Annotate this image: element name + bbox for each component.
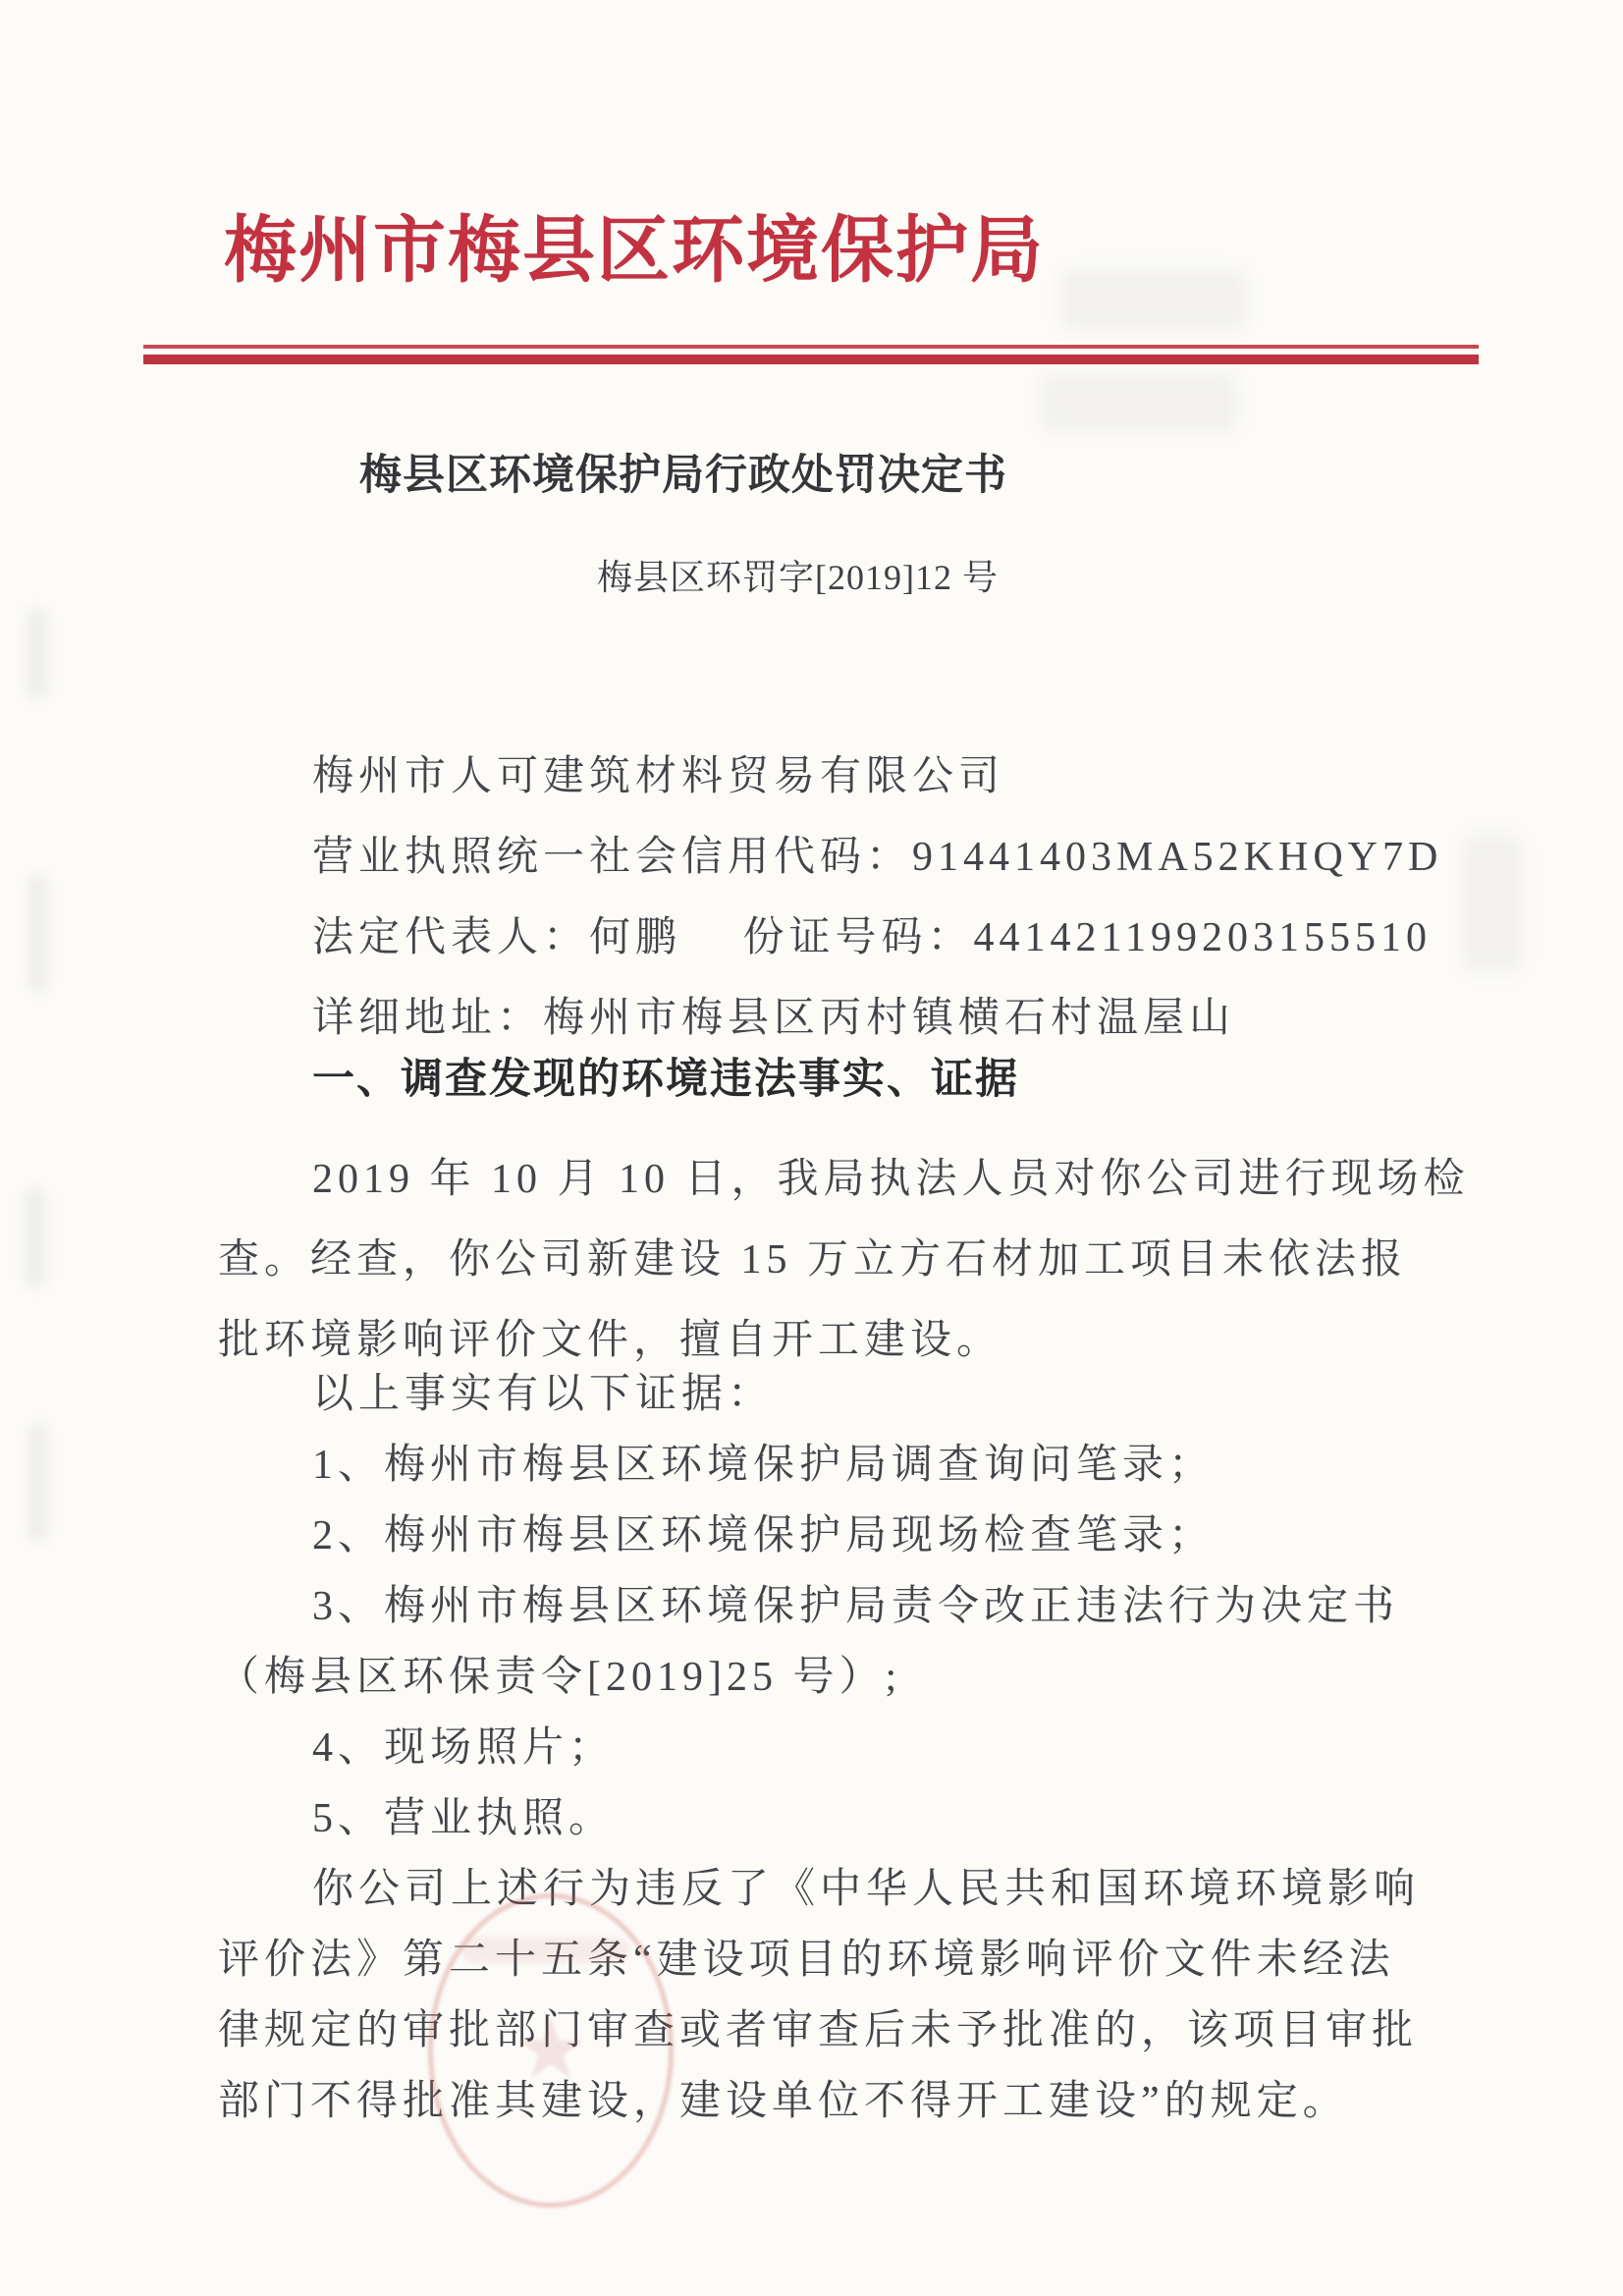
scan-smudge [27,609,47,697]
legal-representative-line: 法定代表人：何鹏 份证号码：441421199203155510 [312,915,1432,960]
divider-thin-line [143,345,1479,349]
evidence-item-3-continued: （梅县区环保责令[2019]25 号）; [218,1655,902,1700]
official-seal [428,1893,674,2208]
document-title: 梅县区环境保护局行政处罚决定书 [359,453,1007,499]
agency-letterhead: 梅州市梅县区环境保护局 [224,211,1045,292]
credit-code-line: 营业执照统一社会信用代码：91441403MA52KHQY7D [312,835,1443,880]
scan-smudge [26,1188,45,1286]
evidence-item-2: 2、梅州市梅县区环境保护局现场检查笔录； [312,1513,1216,1558]
violation-paragraph-line: 评价法》第二十五条“建设项目的环境影响评价文件未经法 [218,1938,1395,1983]
finding-paragraph-line: 批环境影响评价文件，擅自开工建设。 [218,1318,1003,1363]
seal-star-icon [516,2016,585,2085]
violation-paragraph-line: 你公司上述行为违反了《中华人民共和国环境环境影响 [312,1867,1421,1912]
finding-paragraph-line: 2019 年 10 月 10 日，我局执法人员对你公司进行现场检 [312,1157,1470,1202]
divider-thick-line [143,355,1479,364]
evidence-item-1: 1、梅州市梅县区环境保护局调查询问笔录； [312,1443,1216,1488]
document-number: 梅县区环罚字[2019]12 号 [597,558,999,597]
seal-text-mark [462,1938,629,1963]
ink-bleedthrough [1060,270,1247,329]
violation-paragraph-line: 律规定的审批部门审查或者审查后未予批准的，该项目审批 [218,2008,1419,2053]
ink-bleedthrough [1463,835,1522,972]
finding-paragraph-line: 查。经查，你公司新建设 15 万立方石材加工项目未依法报 [218,1237,1408,1283]
scan-smudge [29,874,47,992]
violation-paragraph-line: 部门不得批准其建设，建设单位不得开工建设”的规定。 [218,2079,1349,2124]
letterhead-divider [143,345,1479,364]
document-body [218,737,1470,2137]
evidence-item-3: 3、梅州市梅县区环境保护局责令改正违法行为决定书 [312,1584,1400,1629]
evidence-intro-line: 以上事实有以下证据： [312,1372,775,1417]
section-one-heading: 一、调查发现的环境违法事实、证据 [312,1056,1019,1103]
evidence-item-5: 5、营业执照。 [312,1796,616,1841]
company-name-line: 梅州市人可建筑材料贸易有限公司 [312,754,1005,799]
address-line: 详细地址：梅州市梅县区丙村镇横石村温屋山 [312,996,1236,1041]
ink-bleedthrough [1041,373,1237,432]
evidence-item-4: 4、现场照片； [312,1725,616,1771]
scan-smudge [29,1424,47,1542]
